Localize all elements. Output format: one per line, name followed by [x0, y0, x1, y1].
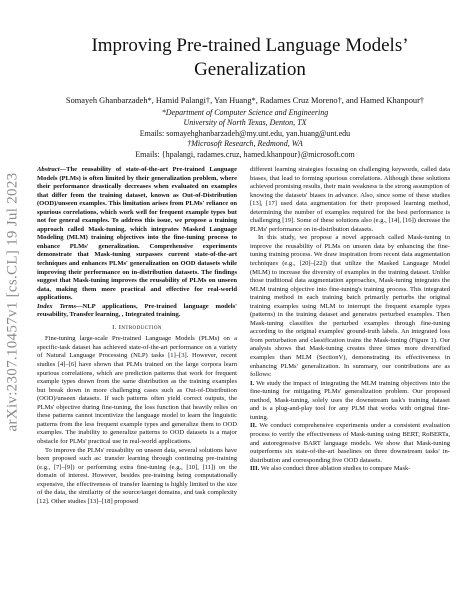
- index-terms-text: —NLP applications, Pre-trained language models' reusability, Transfer learning, , Integrated training.: [37, 302, 237, 319]
- author-block: [30, 96, 460, 160]
- section-heading-introduction: I. Introduction: [112, 323, 162, 331]
- intro-paragraph-4: In this study, we propose a novel approach called Mask-tuning to improve the reusability of PLMs on unseen data by enhancing the fine-tuning training process. We draw inspiration from recent data augmentation techniques (e.g., [20]–[22]) that utilize the Masked Language Model (MLM) to increase the diversity of examples in the training dataset. Unlike those traditional data augmentation approaches, Mask-tuning integrates the MLM training objective into fine-tuning's training process. This integrated training method in each training batch primarily perturbs the original training examples using MLM to interrupt the frequent example types (patterns) in the training dataset and generates perturbed examples. Then Mask-tuning classifies the perturbed examples through fine-tuning according to the original examples' ground-truth labels. An integrated loss from perturbation and classification trains the Mask-tuning (Figure 1). Our analysis shows that Mask-tuning creates three times more diversified examples than MLM (SectionV), demonstrating its effectiveness in enhancing PLMs' generalization. In summary, our contributions are as follows:: [250, 234, 450, 379]
- intro-paragraph-1: Fine-tuning large-scale Pre-trained Language Models (PLMs) on a specific-task dataset has achieved state-of-the-art performance on a variety of Natural Language Processing (NLP) tasks [1]–[3]. However, recent studies [4]–[6] have shown that PLMs trained on the large corpora learn spurious correlations, which are prediction patterns that work for frequent example types drawn from the same distribution as the training examples but break down in more challenging cases such as Out-of-Distribution (OOD)/unseen datasets. If such patterns often yield correct outputs, the PLMs' objective during fine-tuning, the loss function that heavily relies on these patterns cannot incentivize the language model to learn the linguistic patterns from the less frequent example types and generalize them to OOD examples. The inability to generalize patterns to OOD datasets is a major obstacle for PLMs' practical use in real-world applications.: [37, 335, 237, 445]
- intro-paragraph-3: different learning strategies focusing on challenging keywords, called data biases, that lead to forming spurious correlations. Although these solutions achieved promising results, their main weakness is the strong assumption of knowing the datasets' biases in advance. Also, since some of these studies [13], [17] used data augmentation for their proposed learning method, determining the number of examples required for the best performance is challenging [19]. Some of these solutions also (e.g., [14], [16]) decrease the PLMs' performance on in-distribution datasets.: [250, 166, 450, 233]
- right-column: [250, 166, 450, 474]
- index-terms: [37, 303, 237, 320]
- affiliation-1: *Department of Computer Science and Engineering: [161, 107, 329, 117]
- arxiv-stamp: [1, 132, 25, 472]
- author-list: Somayeh Ghanbarzadeh*, Hamid Palangi†, Yan Huang*, Radames Cruz Moreno†, and Hamed Khanpour†: [65, 96, 425, 105]
- emails-1: Emails: somayehghanbarzadeh@my.unt.edu, yan.huang@unt.edu: [139, 128, 351, 138]
- intro-paragraph-2: To improve the PLMs' reusability on unseen data, several solutions have been proposed such as: transfer learning through continuing pre-training (e.g., [7]–[9]) or performing extra fine-tuning (e.g., [10], [11]) on the domain of interest. However, besides pre-training being computationally expensive, the effectiveness of transfer learning is highly limited to the size of the data, the similarity of the source/target domains, and task complexity [12]. Other studies [13]–[18] proposed: [37, 446, 237, 505]
- abstract-text: —The reusability of state-of-the-art Pre-trained Language Models (PLMs) is often limited by their generalization problem, where their performance drastically decreases when evaluated on examples that differ from the training dataset, known as Out-of-Distribution (OOD)/unseen examples. This limitation arises from PLMs' reliance on spurious correlations, which work well for frequent example types but not for general examples. To address this issue, we propose a training approach called Mask-tuning, which integrates Masked Language Modeling (MLM) training objectives into the fine-tuning process to enhance PLMs' generalization. Comprehensive experiments demonstrate that Mask-tuning surpasses current state-of-the-art techniques and enhances PLMs' generalization on OOD datasets while improving their performance on in-distribution datasets. The findings suggest that Mask-tuning improves the reusability of PLMs on unseen data, making them more practical and effective for real-world applications.: [37, 166, 237, 302]
- left-column: [37, 166, 237, 506]
- abstract-label: Abstract: [37, 166, 60, 173]
- contribution-item: III. We also conduct three ablation studies to compare Mask-: [250, 465, 411, 473]
- paper-title: Improving Pre-trained Language Models’ Generalization: [91, 35, 409, 80]
- contribution-item: II. We conduct comprehensive experiments under a consistent evaluation process to verify the effectiveness of Mask-tuning using BERT, RoBERTa, and autoregressive BART language models. We show that Mask-tuning outperforms six state-of-the-art baselines on three downstream tasks' in-distribution and corresponding five OOD datasets.: [250, 422, 450, 464]
- abstract: [37, 166, 237, 303]
- arxiv-stamp-text: arXiv:2307.10457v1 [cs.CL] 19 Jul 2023: [4, 172, 21, 432]
- affiliation-3: †Microsoft Research, Redmond, WA: [187, 139, 303, 148]
- affiliation-2: University of North Texas, Denton, TX: [183, 118, 307, 127]
- contribution-item: I. We study the impact of integrating the MLM training objectives into the fine-tuning for mitigating PLMs' generalization problem. Our proposed method, Mask-tuning, solely uses the downstream task's training dataset and is a plug-and-play tool for any PLM that works with original fine-tuning.: [250, 379, 450, 421]
- emails-2: Emails: {hpalangi, radames.cruz, hamed.khanpour}@microsoft.com: [135, 149, 355, 159]
- index-terms-label: Index Terms: [37, 302, 76, 310]
